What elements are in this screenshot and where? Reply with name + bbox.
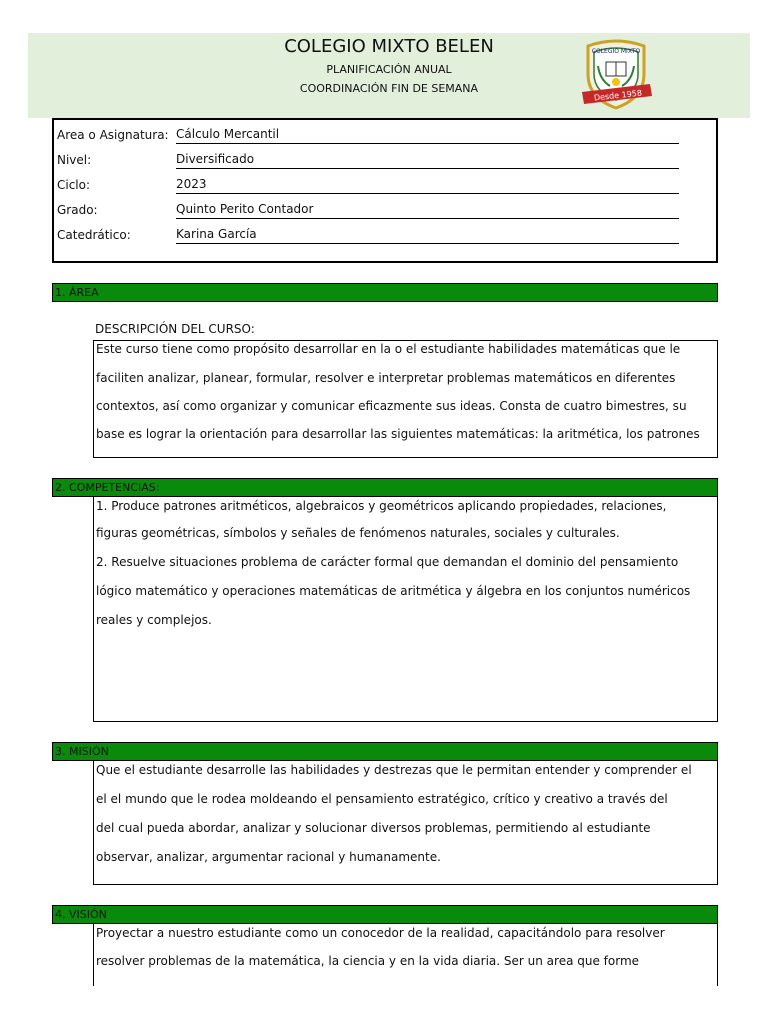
text-line: Proyectar a nuestro estudiante como un conocedor de la realidad, capacitándolo para resolver	[96, 926, 665, 940]
text-line: contextos, así como organizar y comunicar eficazmente sus ideas. Consta de cuatro bimestres, su	[96, 399, 687, 413]
section-heading-competencias: 2. COMPETENCIAS:	[52, 478, 718, 497]
info-label: Area o Asignatura:	[57, 128, 169, 142]
page-cutoff	[0, 986, 768, 1024]
text-line: 2. Resuelve situaciones problema de carácter formal que demandan el dominio del pensamiento	[96, 555, 679, 569]
plan-subtitle: PLANIFICACIÓN ANUAL	[326, 63, 452, 76]
text-line: Que el estudiante desarrolle las habilidades y destrezas que le permitan entender y comprender el	[96, 763, 692, 777]
svg-text:COLEGIO MIXTO: COLEGIO MIXTO	[591, 48, 641, 55]
info-row-level	[54, 149, 716, 169]
info-value: 2023	[176, 175, 679, 194]
svg-text:Desde 1958: Desde 1958	[593, 88, 643, 103]
mision-box	[93, 760, 718, 885]
text-line: del cual pueda abordar, analizar y solucionar diversos problemas, permitiendo al estudiante	[96, 821, 651, 835]
info-value: Karina García	[176, 225, 679, 244]
text-line: resolver problemas de la matemática, la ciencia y en la vida diaria. Ser un area que forme	[96, 954, 640, 968]
school-title: COLEGIO MIXTO BELEN	[284, 36, 494, 57]
info-row-subject	[54, 124, 716, 144]
course-description-box	[93, 340, 718, 458]
text-line: observar, analizar, argumentar racional y humanamente.	[96, 850, 441, 864]
text-line: base es lograr la orientación para desarrollar las siguientes matemáticas: la aritmética, los patrones	[96, 427, 700, 441]
info-row-teacher	[54, 224, 716, 244]
section-heading-mision: 3. MISIÓN	[52, 742, 718, 761]
info-row-cycle	[54, 174, 716, 194]
text-line: faciliten analizar, planear, formular, resolver e interpretar problemas matemáticos en diferentes	[96, 371, 676, 385]
school-crest-logo	[576, 36, 656, 112]
document-header	[28, 33, 750, 118]
info-label: Ciclo:	[57, 178, 91, 192]
text-line: reales y complejos.	[96, 613, 212, 627]
info-value: Diversificado	[176, 150, 679, 169]
text-line: Este curso tiene como propósito desarrollar en la o el estudiante habilidades matemáticas que le	[96, 342, 681, 356]
info-value: Cálculo Mercantil	[176, 125, 679, 144]
text-line: 1. Produce patrones aritméticos, algebraicos y geométricos aplicando propiedades, relaciones,	[96, 499, 667, 513]
section-heading-area: 1. ÁREA	[52, 283, 718, 302]
course-info-table	[52, 118, 718, 263]
info-value: Quinto Perito Contador	[176, 200, 679, 219]
competencias-box	[93, 496, 718, 722]
text-line: el el mundo que le rodea moldeando el pensamiento estratégico, crítico y creativo a través del	[96, 792, 668, 806]
info-row-grade	[54, 199, 716, 219]
info-label: Nivel:	[57, 153, 92, 167]
section-heading-vision: 4. VISIÓN	[52, 905, 718, 924]
info-label: Catedrático:	[57, 228, 131, 242]
text-line: lógico matemático y operaciones matemáticas de aritmética y álgebra en los conjuntos numéricos	[96, 584, 691, 598]
text-line: figuras geométricas, símbolos y señales de fenómenos naturales, sociales y culturales.	[96, 526, 620, 540]
info-label: Grado:	[57, 203, 98, 217]
course-description-label: DESCRIPCIÓN DEL CURSO:	[95, 322, 255, 336]
coordination-subtitle: COORDINACIÓN FIN DE SEMANA	[299, 82, 479, 95]
